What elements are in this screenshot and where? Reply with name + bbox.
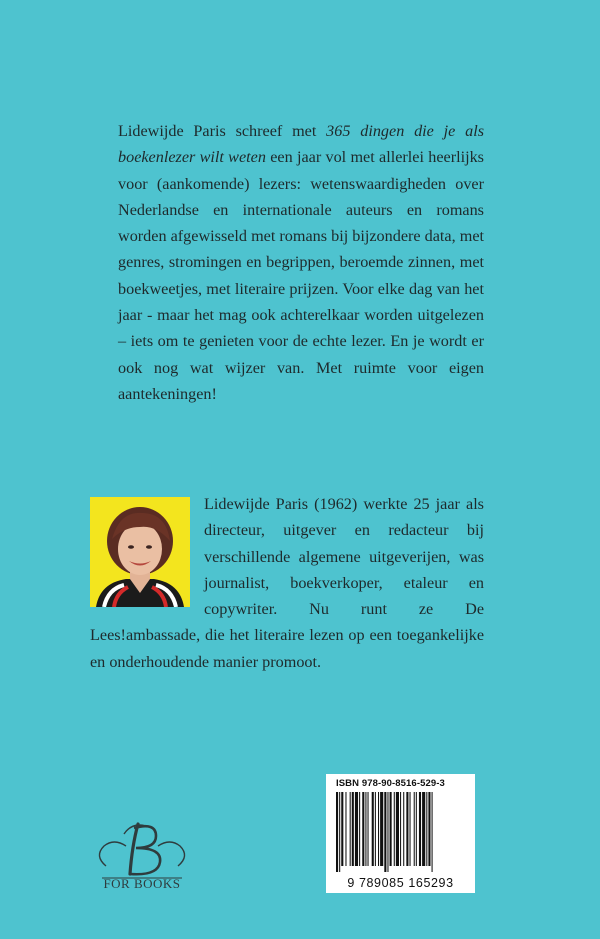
blurb-text-body: een jaar vol met allerlei heerlijks voor (aankomende) lezers: wetenswaardigheden over Nederlandse en internationale auteurs en romans worden afgewisseld met romans bij bijzondere data, met genres, stromingen en begrippen, beroemde zinnen, met boekweetjes, met literaire prijzen. Voor elke dag van het jaar - maar het mag ook achterelkaar worden uitgelezen – iets om te genieten voor de echte lezer. En je wordt er ook nog wat wijzer van. Met ruimte voor eigen aantekeningen! <box>118 148 484 403</box>
author-bio: Lidewijde Paris (1962) werkte 25 jaar als directeur, uitgever en redacteur bij verschillende algemene uitgeverijen, was journalist, boekverkoper, etaleur en copywriter. Nu runt ze De Lees!ambassade, die het literaire lezen op een toegankelijke en onderhoudende manier promoot. <box>90 495 484 671</box>
back-cover-blurb <box>118 118 484 407</box>
barcode-digits: 9 789085 165293 <box>347 876 454 890</box>
blurb-text-intro: Lidewijde Paris schreef met <box>118 122 327 140</box>
isbn-barcode <box>326 774 475 893</box>
author-section <box>90 491 484 675</box>
author-photo <box>90 497 190 607</box>
blurb-paragraph <box>118 118 484 407</box>
book-title: 365 dingen die je als boekenlezer wilt weten <box>118 122 484 167</box>
publisher-name: FOR BOOKS <box>103 876 181 891</box>
isbn-label: ISBN 978-90-8516-529-3 <box>336 778 445 789</box>
barcode-bars <box>334 792 467 872</box>
